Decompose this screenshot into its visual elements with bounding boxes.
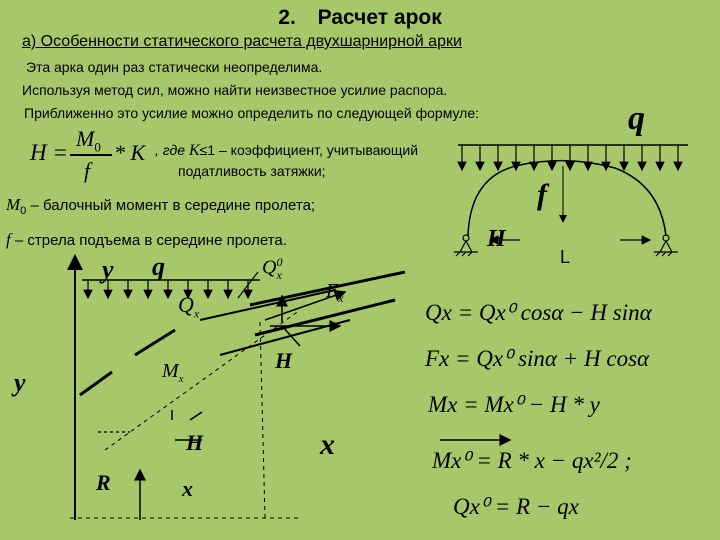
arch-load-label: q [628,100,645,137]
equation-fx: Fx = Qx⁰ sinα + H cosα [425,346,650,371]
free-body-diagram [70,256,510,520]
definition-f: f – стрела подъема в середине пролета. [6,230,287,249]
paragraph-line-1: Эта арка один раз статически неопределима. [26,59,323,75]
fbd-h-bottom: H [186,430,204,455]
equation-mx0: Mx⁰ = R * x − qx²/2 ; [432,448,632,473]
fbd-q0-label: $Q^0_x$ [262,255,283,282]
subtitle: а) Особенности статического расчета двухшарнирной арки [22,33,462,50]
distributed-load-arrows [462,145,678,170]
coefficient-note-line-2: податливость затяжки; [178,163,326,179]
formula-denominator: f [84,158,91,183]
equation-qx0: Qx⁰ = R − qx [453,494,579,519]
coefficient-note-line-1: , где K≤1 – коэффициент, учитывающий [155,142,419,159]
fbd-mx-label: $M_x$ [162,360,184,385]
qx-arrow [282,326,300,346]
definition-m0: $M_0$ – балочный момент в середине пролета; [6,195,316,217]
section-dashed-vertical [260,322,265,518]
fbd-qx-label: $Q_x$ [178,292,200,321]
fbd-q-label: q [152,252,165,281]
section-number: 2. [278,6,296,29]
fbd-fx-label: $F_x$ [326,280,344,305]
fbd-y-top: y [102,255,114,284]
formula-lhs: H = [30,140,68,165]
arch-rise-label: f [537,178,547,211]
fbd-x-axis-label: x [320,428,335,461]
fbd-y-left: y [14,368,26,397]
equation-mx: Mx = Mx⁰ − H * y [428,392,600,417]
equation-qx: Qx = Qx⁰ cosα − H sinα [425,300,652,325]
arch-curve [468,161,666,236]
arch-segment-1 [80,372,112,395]
formula-factor: * K [114,140,146,165]
paragraph-line-2: Используя метод сил, можно найти неизвестное усилие распора. [22,82,448,98]
arch-segment-4 [255,300,395,335]
paragraph-line-3: Приближенно это усилие можно определить по следующей формуле: [24,105,480,121]
section-title: Расчет арок [317,6,442,29]
fbd-h-label: H [275,348,293,373]
fbd-r-label: R [96,470,111,495]
arch-thrust-label: H [487,226,506,252]
left-support [454,235,478,256]
mark-2 [190,412,202,420]
arch-span-label: L [560,247,571,267]
arch-segment-5 [200,290,335,320]
right-support [654,235,678,256]
arch-segment-2 [135,330,175,355]
formula-numerator: $M_0$ [76,126,101,155]
fbd-x-bottom: x [182,476,193,501]
